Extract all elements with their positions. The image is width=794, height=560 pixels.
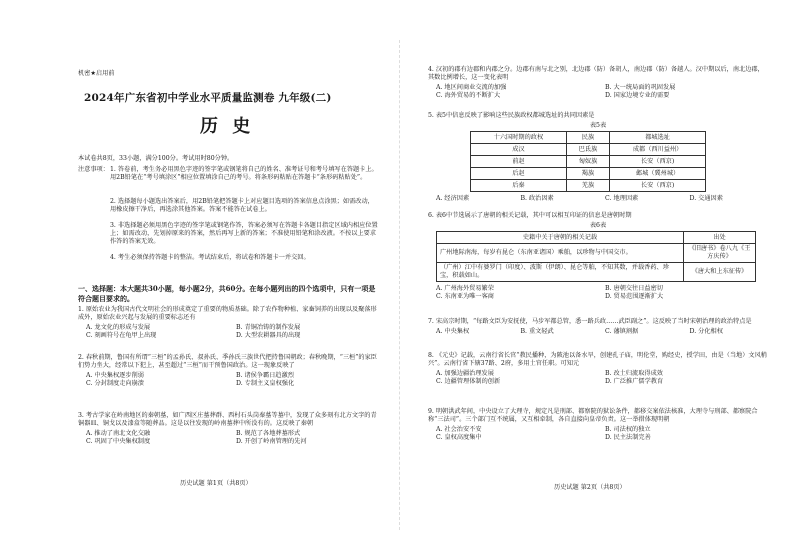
table-cell: 羌族 — [566, 180, 609, 192]
option-list — [436, 426, 768, 442]
note-4: 4. 考生必须保持答题卡的整洁。考试结束后，将试卷和答题卡一并交回。 — [110, 254, 310, 261]
option-d[interactable]: D. 交通因素 — [689, 195, 723, 202]
question-2 — [78, 354, 380, 388]
option-c[interactable]: C. 刻画符号在龟甲上出现 — [86, 332, 157, 339]
option-c[interactable]: C. 藩镇割据 — [605, 328, 639, 335]
option-a[interactable]: A. 推动了南北文化交融 — [86, 430, 151, 437]
option-list — [436, 328, 768, 336]
question-stem: 6. 表6中节选展示了唐朝的相关记载，其中可以相互印证的信息是唐朝时期 — [428, 212, 632, 219]
table-cell: 后秦 — [471, 180, 567, 192]
option-b[interactable]: B. 规范了各地葬墓形式 — [236, 430, 301, 437]
exam-title: 2024年广东省初中学业水平质量监测卷 九年级(二) — [84, 92, 332, 104]
option-b[interactable]: B. 改土归流取得成效 — [605, 370, 663, 377]
question-stem: 2. 春秋前期，鲁国有所谓“三桓”的孟孙氏、叔孙氏、季孙氏三族世代把持鲁国朝政；春秋晚期，“三桓”的家臣们势力坐大，经常以下犯上，甚至超过“三桓”而干预鲁国政治。这一现象反映了 — [78, 354, 377, 369]
note-2: 2. 选择题每小题选出答案后，用2B铅笔把答题卡上对应题目选项的答案信息点涂黑；如需改动，用橡皮擦干净后，再选涂其他答案。答案不能答在试卷上。 — [110, 198, 374, 213]
table-cell: 巴氐族 — [566, 144, 609, 156]
option-list — [86, 430, 380, 446]
note-3: 3. 非选择题必须用黑色字迹的签字笔或钢笔作答，答案必须写在答题卡各题目指定区域内相应位置上；如需改动，先划掉原来的答案，然后再写上新的答案；不准使用铅笔和涂改液。不按以上要求作答的答案无效。 — [110, 222, 378, 245]
option-d[interactable]: D. 国家边境专业的需要 — [605, 92, 670, 99]
confidential-label: 机密★启用前 — [78, 70, 115, 77]
table-cell: 广州地际南海，每岁有昆仑（东南亚诸国）乘舶，以珍物与中国交市。 — [437, 244, 684, 263]
option-a[interactable]: A. 经济因素 — [436, 195, 470, 202]
option-c[interactable]: C. 巩固了中央集权制度 — [86, 438, 151, 445]
exam-info: 本试卷共8页，33小题，满分100分。考试用时80分钟。 — [78, 155, 234, 162]
table-cell: 长安（西京) — [610, 180, 706, 192]
option-b[interactable]: B. 重文轻武 — [520, 328, 554, 335]
table-row — [471, 144, 706, 156]
subject-title: 历 史 — [200, 116, 255, 137]
option-b[interactable]: B. 唐朝交往日益密切 — [605, 285, 663, 292]
option-list — [436, 285, 768, 301]
table-header-cell: 都城选址 — [610, 132, 706, 144]
option-list — [86, 372, 380, 388]
option-a[interactable]: A. 龙文化的形成与发展 — [86, 324, 151, 331]
question-stem: 5. 表5中信息反映了影响这些民族政权都城选址的共同因素是 — [428, 112, 595, 119]
table-row — [437, 244, 756, 263]
table-6 — [436, 231, 756, 282]
option-c[interactable]: C. 分封制度走向崩溃 — [86, 380, 144, 387]
question-4 — [428, 66, 768, 100]
question-3 — [78, 412, 380, 446]
table-row — [471, 156, 706, 168]
option-a[interactable]: A. 中央集权逐步削弱 — [86, 372, 144, 379]
table-caption: 表5表 — [589, 122, 607, 129]
option-a[interactable]: A. 社会治安不安 — [436, 426, 482, 433]
option-list — [436, 84, 768, 100]
option-b[interactable]: B. 诸侯争霸日趋激烈 — [236, 372, 294, 379]
question-1 — [78, 306, 380, 340]
option-d[interactable]: D. 贸易范围逐渐扩大 — [605, 293, 664, 300]
table-cell: 长安（西京) — [610, 156, 706, 168]
option-d[interactable]: D. 民主法制完善 — [605, 434, 651, 441]
question-stem: 9. 明朝洪武年间，中央设立了大理寺，规定凡是刑部、都察院的狱讼条件，都移交案依法核准，大理寺与刑部、都察院合称“三法司”。三个部门互不统属，又互相牵制，各自直接向皇帝负责。这一举措体现明朝 — [428, 408, 758, 423]
section-1-title: 一、选择题：本大题共30小题，每小题2分，共60分。在每小题列出的四个选项中，只有一项是符合题目要求的。 — [78, 284, 376, 303]
option-b[interactable]: B. 政治因素 — [520, 195, 554, 202]
option-c[interactable]: C. 海外贸易的不断扩大 — [436, 92, 501, 99]
table-5 — [470, 131, 706, 192]
option-d[interactable]: D. 专制主义皇权强化 — [236, 380, 295, 387]
table-caption: 表6表 — [589, 222, 607, 229]
table-cell: 羯族 — [566, 168, 609, 180]
question-stem: 4. 汉初的郡有边郡和内郡之分。边郡有南与北之别，北边郡（防）备胡人，南边郡（防）备越人。汉中期以后，南北边郡，其数比例增长，这一变化表明 — [428, 66, 764, 81]
table-cell: 《旧唐书》卷八九《王方庆传》 — [684, 244, 756, 263]
option-c[interactable]: C. 边疆管理体制的创新 — [436, 378, 501, 385]
question-9 — [428, 408, 768, 442]
table-header-cell: 史籍中关于唐朝的相关记载 — [437, 232, 684, 244]
question-stem: 3. 考古学家在岭南地区的秦朝墓，如广西区庄墓葬群、西村石头岗秦墓等墓中，发现了众多刻有北方文字的青铜器皿、铜戈以及漆盒等随葬品。这是以往发现的岭南墓葬中所没有的。这反映了秦朝 — [78, 412, 377, 427]
option-list — [86, 324, 380, 340]
table-row — [471, 168, 706, 180]
notes-label: 注意事项： — [78, 166, 109, 173]
option-d[interactable]: D. 开创了岭南管理的先河 — [236, 438, 307, 445]
table-cell: 邺城（冀州城） — [610, 168, 706, 180]
option-b[interactable]: B. 大一统局面的巩固发展 — [605, 84, 676, 91]
option-a[interactable]: A. 中央集权 — [436, 328, 470, 335]
question-stem: 8. 《元史》记载，云南行省长官“教民播种，为陂池以备水旱，创建孔子庙，明伦堂，购经史，授学田，由是（当地）文风稍兴”。云南行省下辖37路、2府，多用土官任职。可知元 — [428, 352, 767, 367]
option-c[interactable]: C. 地理因素 — [605, 195, 639, 202]
question-5 — [428, 112, 768, 203]
option-b[interactable]: B. 司法权的独立 — [605, 426, 651, 433]
question-stem: 1. 原始农业为我国古代文明社会的形成奠定了重要的物质基础。除了农作物种植、家畜饲养的出现以及聚落形成外，原始农业兴起与发展的重要标志还有 — [78, 306, 377, 321]
question-6 — [428, 212, 768, 301]
table-cell: 成都（西川益州） — [610, 144, 706, 156]
option-b[interactable]: B. 青铜冶铸的制作发展 — [236, 324, 301, 331]
option-a[interactable]: A. 加强边疆治理发展 — [436, 370, 494, 377]
question-8 — [428, 352, 768, 386]
table-row — [437, 263, 756, 282]
table-cell: 成汉 — [471, 144, 567, 156]
option-d[interactable]: D. 分化相权 — [689, 328, 723, 335]
table-header-cell: 十六国时期的政权 — [471, 132, 567, 144]
question-7 — [428, 318, 768, 336]
table-cell: 匈奴族 — [566, 156, 609, 168]
option-list — [436, 195, 768, 203]
note-1: 1. 答卷前，考生务必用黑色字迹的签字笔或钢笔将自己的姓名、准考证号和考号填写在答题卡上。用2B铅笔在“考号填涂区”相应位置填涂自己的考号。将条形码粘贴在答题卡“条形码粘贴处”。 — [110, 166, 378, 181]
question-stem: 7. 宋高宗时期，“每路文臣为安抚使，马步军都总管，悉一路兵政……武臣副之”。这反映了当时宋朝治理的政治特点是 — [428, 318, 752, 325]
table-header-cell: 出处 — [684, 232, 756, 244]
table-row — [471, 180, 706, 192]
option-c[interactable]: C. 东南亚为唯一客商 — [436, 293, 494, 300]
table-header-cell: 民族 — [566, 132, 609, 144]
table-cell: 前赵 — [471, 156, 567, 168]
page-footer: 历史试题 第2页（共8页） — [554, 484, 626, 491]
page-2 — [404, 0, 794, 560]
option-c[interactable]: C. 皇权高度集中 — [436, 434, 482, 441]
option-a[interactable]: A. 广州海外贸易繁荣 — [436, 285, 494, 292]
option-d[interactable]: D. 大型农耕器具的出现 — [236, 332, 301, 339]
table-cell: （广州）江中有婆罗门（印度）、波斯（伊朗）、昆仑等舶，不知其数，并载香药、珍宝，积载如山。 — [437, 263, 684, 282]
table-cell: 后赵 — [471, 168, 567, 180]
page-divider — [399, 40, 400, 530]
option-list — [436, 370, 768, 386]
page-footer: 历史试题 第1页（共8页） — [180, 480, 252, 487]
option-d[interactable]: D. 广泛推广儒学教育 — [605, 378, 664, 385]
table-cell: 《唐大和上东征传》 — [684, 263, 756, 282]
option-a[interactable]: A. 地区间商业交流的加强 — [436, 84, 507, 91]
